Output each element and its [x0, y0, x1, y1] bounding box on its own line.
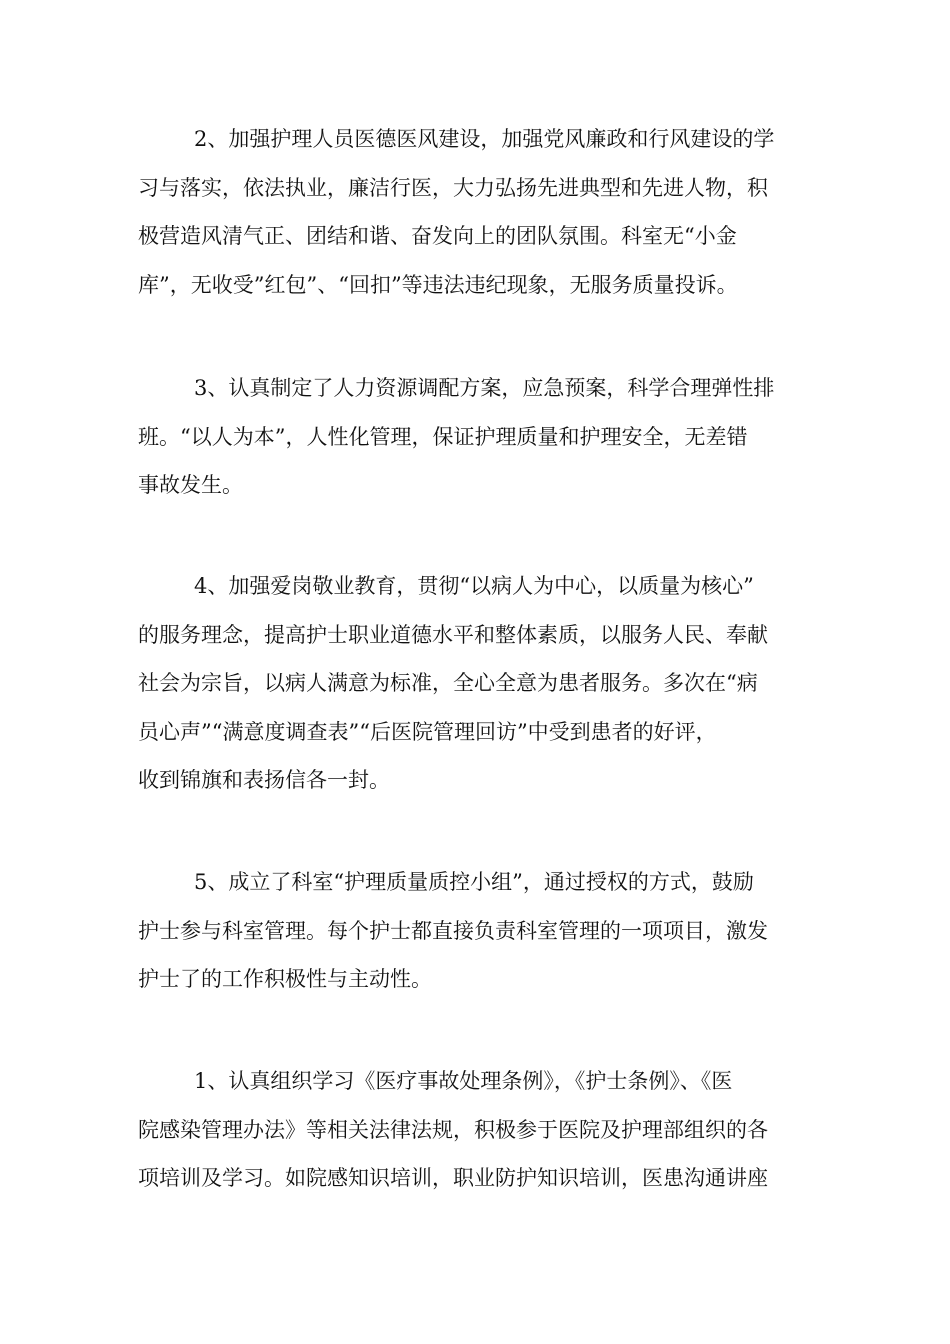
- paragraph-4: [138, 562, 828, 805]
- paragraph-line: 2、加强护理人员医德医风建设，加强党风廉政和行风建设的学: [194, 127, 775, 151]
- paragraph-line: 社会为宗旨，以病人满意为标准，全心全意为患者服务。多次在“病: [138, 671, 758, 695]
- paragraph-2: [138, 115, 828, 309]
- paragraph-1: [138, 1057, 828, 1203]
- paragraph-line: 事故发生。: [138, 473, 243, 497]
- paragraph-line: 5、成立了科室“护理质量质控小组”，通过授权的方式，鼓励: [194, 870, 754, 894]
- paragraph-line: 习与落实，依法执业，廉洁行医，大力弘扬先进典型和先进人物，积: [138, 175, 768, 200]
- paragraph-3: [138, 364, 828, 510]
- paragraph-line: 4、加强爱岗敬业教育，贯彻“以病人为中心，以质量为核心”: [194, 574, 754, 598]
- paragraph-line: 收到锦旗和表扬信各一封。: [138, 768, 390, 792]
- paragraph-line: 1、认真组织学习《医疗事故处理条例》，《护士条例》、《医: [194, 1069, 733, 1093]
- paragraph-line: 极营造风清气正、团结和谐、奋发向上的团队氛围。科室无“小金: [138, 224, 737, 248]
- paragraph-line: 护士了的工作积极性与主动性。: [138, 967, 432, 991]
- paragraph-line: 班。“以人为本”，人性化管理，保证护理质量和护理安全，无差错: [138, 424, 748, 449]
- paragraph-line: 的服务理念，提高护士职业道德水平和整体素质，以服务人民、奉献: [138, 622, 768, 647]
- paragraph-line: 3、认真制定了人力资源调配方案，应急预案，科学合理弹性排: [194, 376, 775, 400]
- paragraph-line: 员心声”“满意度调查表”“后医院管理回访”中受到患者的好评，: [138, 719, 717, 744]
- paragraph-5: [138, 858, 828, 1004]
- paragraph-line: 院感染管理办法》等相关法律法规，积极参于医院及护理部组织的各: [138, 1117, 768, 1142]
- paragraph-line: 库”，无收受”红包”、“回扣”等违法违纪现象，无服务质量投诉。: [138, 272, 738, 297]
- paragraph-line: 项培训及学习。如院感知识培训，职业防护知识培训，医患沟通讲座: [138, 1166, 768, 1190]
- paragraph-line: 护士参与科室管理。每个护士都直接负责科室管理的一项项目，激发: [138, 918, 768, 943]
